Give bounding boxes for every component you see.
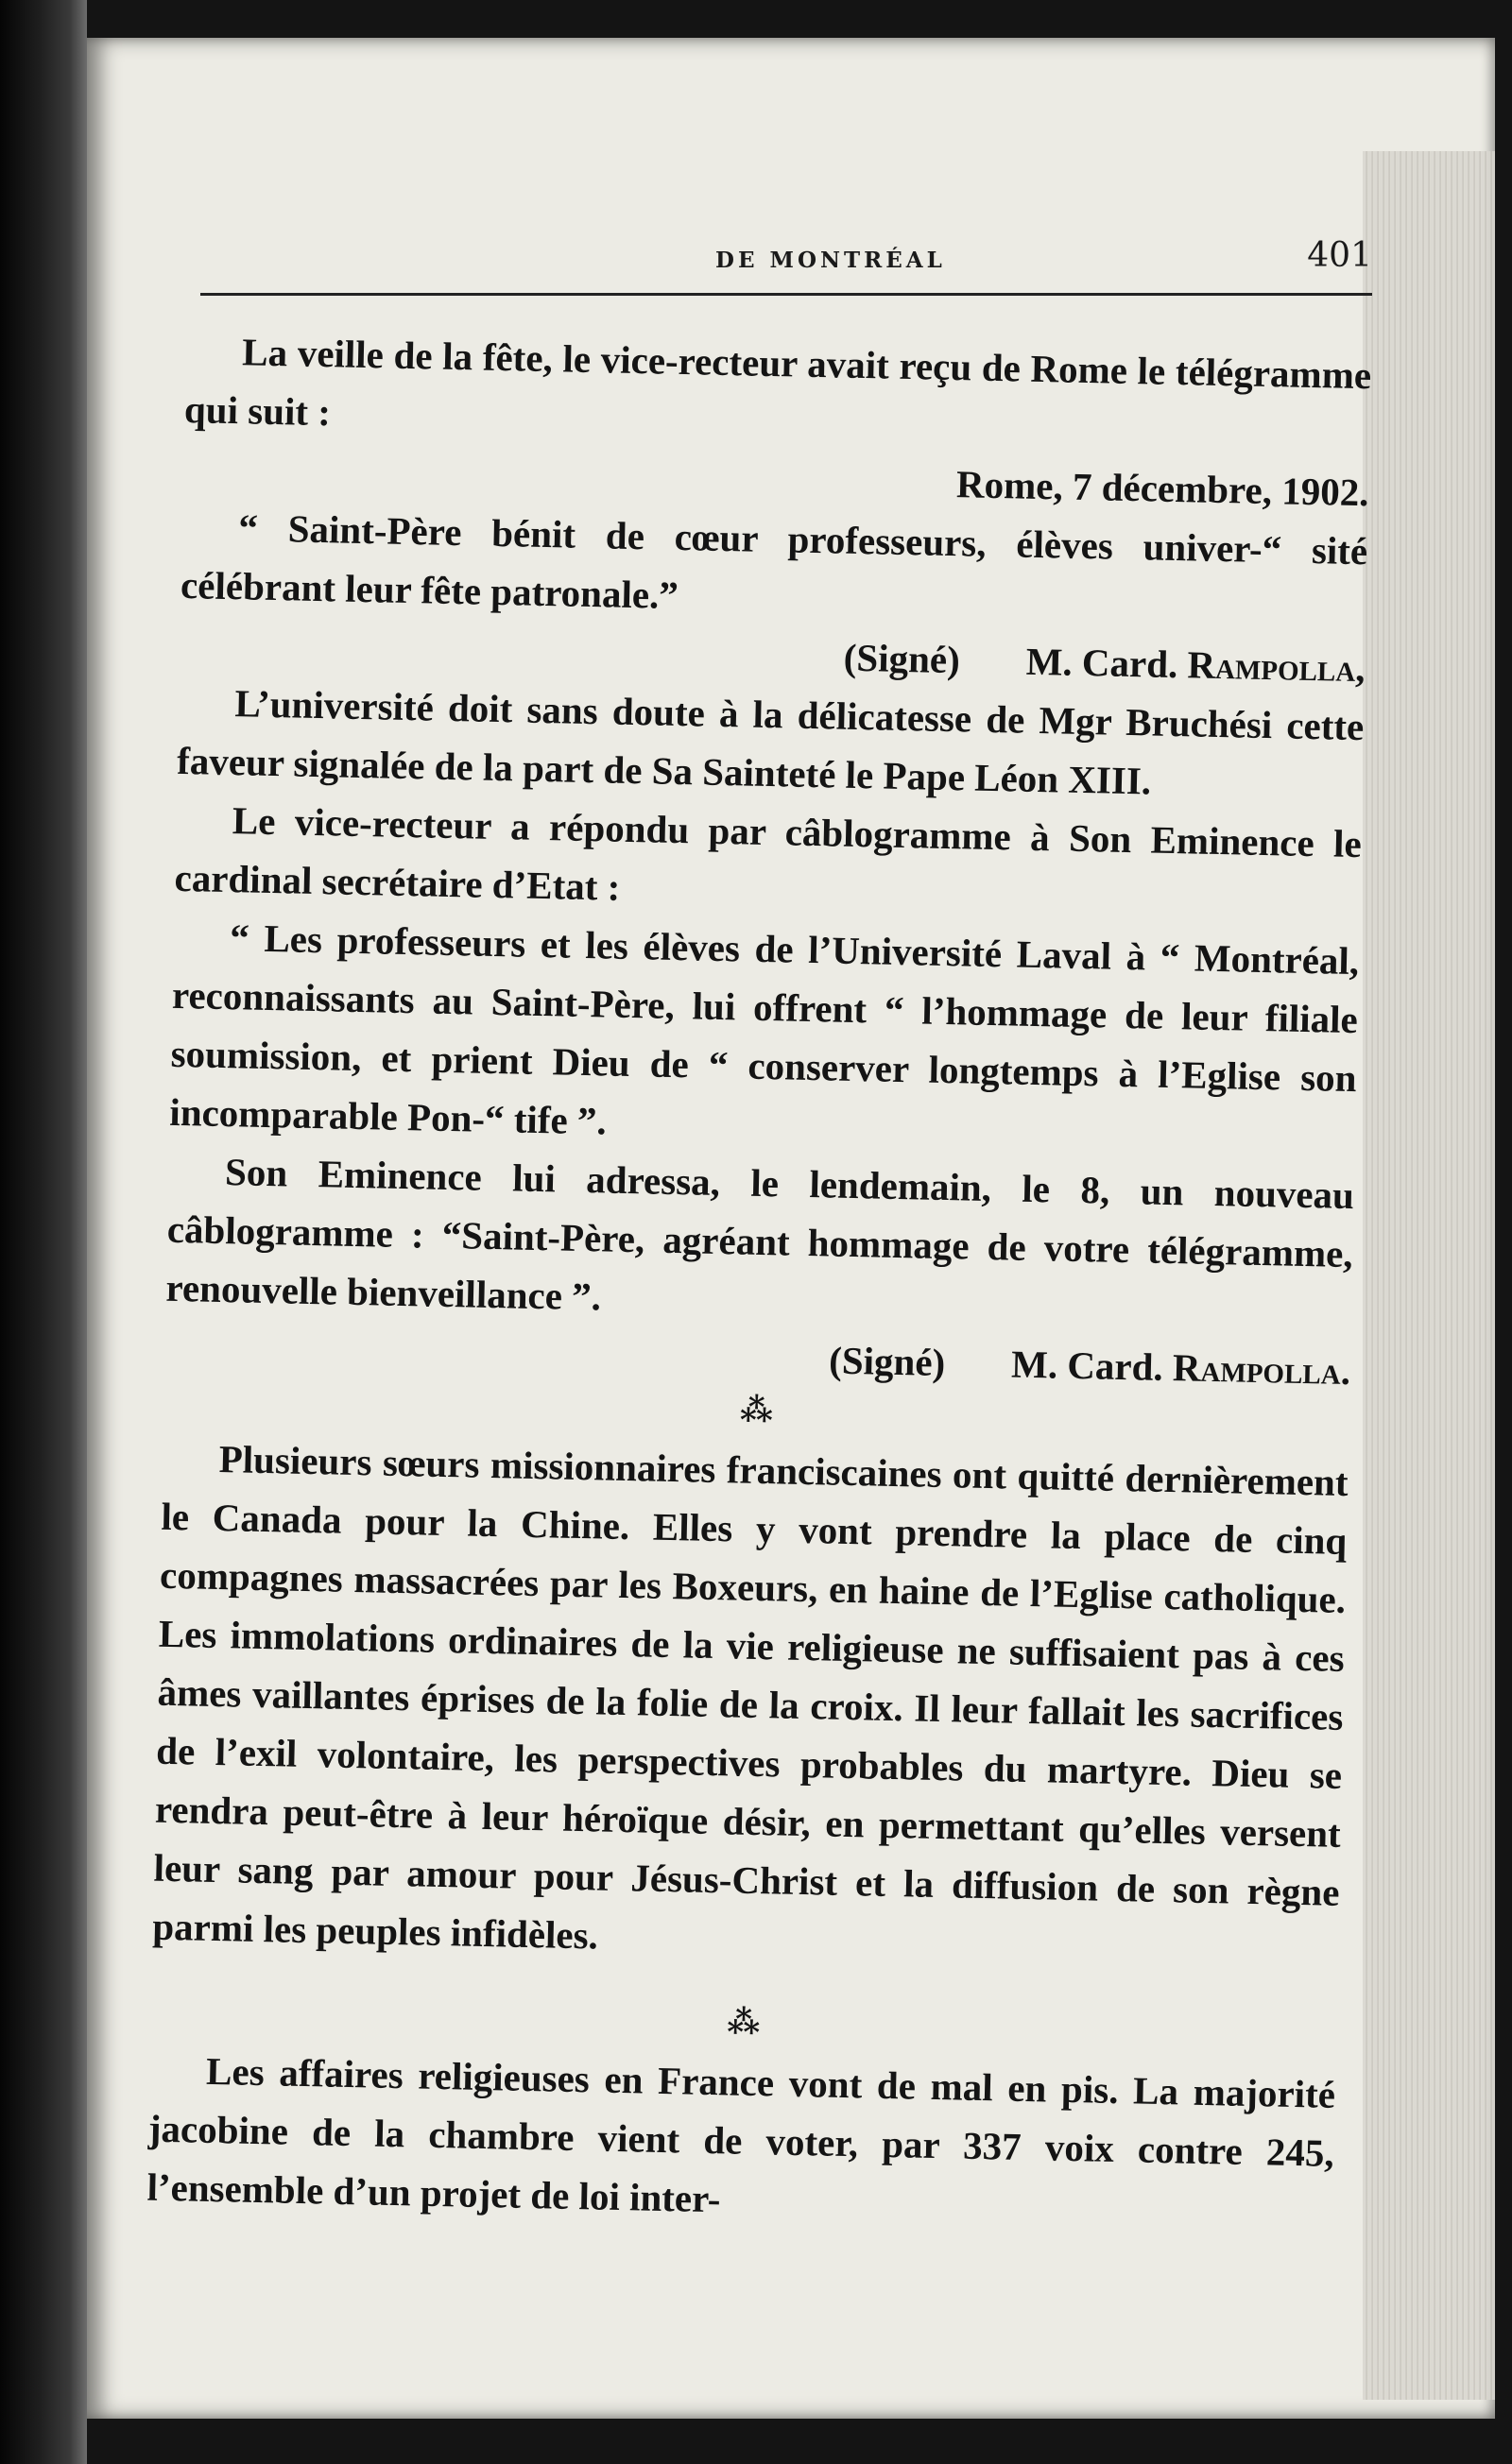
paragraph-vigil-telegram: La veille de la fête, le vice-recteur avait reçu de Rome le télégramme qui suit : [183, 330, 1372, 435]
signed-label-2: (Signé) [828, 1338, 946, 1385]
signer-1-name: Rampolla, [1187, 642, 1366, 691]
dateline: Rome, 7 décembre, 1902. [955, 462, 1369, 515]
paragraph-missionary-sisters: Plusieurs sœurs missionnaires franciscaines ont quitté dernièrement le Canada pour la Chine. Elles y vont prendre la place de cinq compagnes massacrées par les Boxeurs, en haine de l’Eglise catholique. Les immolations ordinaires de la vie religieuse ne suffisaient pas à ces âmes vaillantes éprises de la folie de la croix. Il leur fallait les sacrifices de l’exil volontaire, les perspectives probables du martyre. Dieu se rendra peut-être à leur héroïque désir, en permettant qu’elles versent leur sang par amour pour Jésus-Christ et la diffusion de son règne parmi les peuples infidèles. [151, 1436, 1349, 1958]
book-page [87, 38, 1495, 2419]
page-number: 401 [1307, 236, 1372, 275]
signer-1 [1025, 632, 1366, 698]
telegram-quote-2: “ Les professeurs et les élèves de l’Université Laval à “ Montréal, reconnaissants au Saint-Père, lui offrent “ l’hommage de leur filiale soumission, et prient Dieu de “ conserver longtemps à l’Eglise son incomparable Pon-“ tife ”. [168, 915, 1360, 1143]
asterism-divider-2: ⁂ [727, 2005, 761, 2042]
signer-2-name: Rampolla. [1172, 1345, 1351, 1394]
telegram-quote-1: “ Saint-Père bénit de cœur professeurs, élèves univer-“ sité célébrant leur fête patronale.” [180, 505, 1368, 617]
signer-1-prefix: M. Card. [1025, 639, 1189, 687]
body-text [146, 321, 1372, 2241]
running-head [200, 227, 1372, 296]
signed-label-1: (Signé) [843, 635, 961, 682]
asterism-divider-1: ⁂ [739, 1393, 774, 1429]
paragraph-france-affairs: Les affaires religieuses en France vont de mal en pis. La majorité jacobine de la chambre vient de voter, par 337 voix contre 245, l’ensemble d’un projet de loi inter- [146, 2048, 1336, 2221]
book-spine-shadow [0, 0, 87, 2464]
paragraph-vice-rector-reply: Le vice-recteur a répondu par câblogramme à Son Eminence le cardinal secrétaire d’Etat : [174, 798, 1363, 909]
paragraph-eminence-reply: Son Eminence lui adressa, le lendemain, le 8, un nouveau câblogramme : “Saint-Père, agréant hommage de votre télégramme, renouvelle bienveillance ”. [165, 1150, 1355, 1319]
running-title: DE MONTRÉAL [715, 248, 946, 273]
page-edges [1363, 151, 1495, 2400]
paragraph-university-favour: L’université doit sans doute à la délicatesse de Mgr Bruchési cette faveur signalée de la part de Sa Sainteté le Pape Léon XIII. [176, 681, 1365, 803]
signer-2-prefix: M. Card. [1010, 1342, 1174, 1390]
signer-2 [1011, 1335, 1351, 1401]
